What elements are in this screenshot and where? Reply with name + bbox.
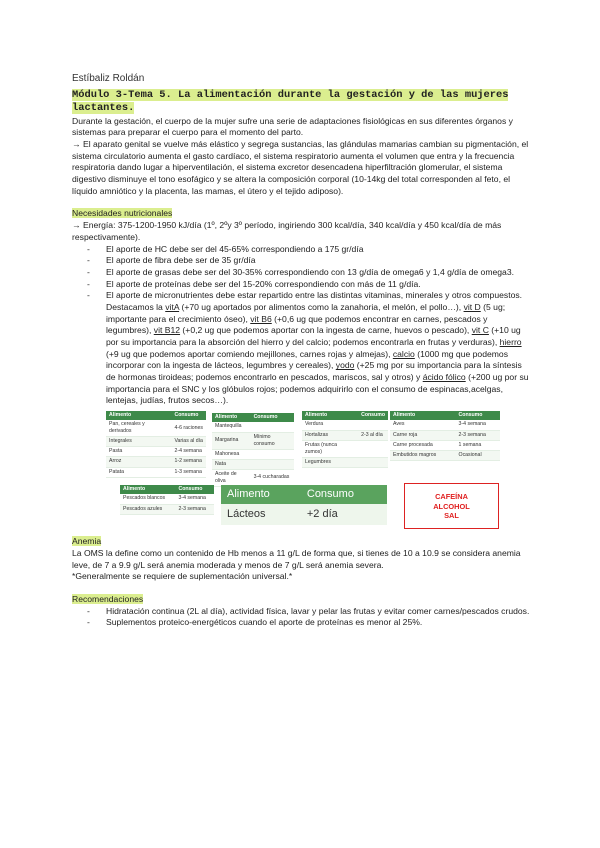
- anemia-paragraph: La OMS la define como un contenido de Hb menos a 11 g/L de forma que, si tienes de 10 a 10.9 se considera anemia leve, de 7 a 9.9 g/L será anemia moderada y menos de 7 g/L será anemia severa.: [72, 547, 521, 570]
- list-item: - Hidratación continua (2L al día), actividad física, lavar y pelar las frutas y evitar comer carnes/pescados crudos.: [87, 606, 532, 618]
- list-item: - El aporte de proteínas debe ser del 15-20% correspondiendo con más de 11 g/día.: [87, 279, 532, 291]
- warning-cafeina: CAFEÍNA: [435, 492, 468, 502]
- intro-paragraph-2: → El aparato genital se vuelve más elástico y segrega sustancias, las glándulas mamarias cambian su pigmentación, el sistema circulatorio aumenta el gasto cardíaco, el sistema respiratorio aumenta el volumen que entra y la frecuencia respiratoria dando lugar a hiperventilación, el sistema excretor desencadena hiperfiltración glomerular, el sistema digestivo disminuye el tono esofágico y se altera la composición corporal (10-14kg del total corresponden al feto, el líquido amniótico y la placenta, las mamas, el útero y el tejido adiposo).: [72, 139, 529, 196]
- table-grasas: Alimento Consumo Mantequilla Margarina Mínimo consumo Mahonesa Nata Aceite de oliva 3-4 cucharadas: [212, 413, 294, 487]
- list-item: - El aporte de HC debe ser del 45-65% correspondiendo a 175 gr/día: [87, 244, 532, 256]
- title-text: Módulo 3-Tema 5. La alimentación durante la gestación y de las mujeres lactantes.: [72, 88, 509, 115]
- anemia-note: *Generalmente se requiere de suplementación universal.*: [72, 571, 293, 582]
- recommendations-list: [87, 606, 532, 629]
- nutrient-list: [87, 244, 532, 408]
- table-carnes: Alimento Consumo Aves 3-4 semana Carne roja 2-3 semana Carne procesada 1 semana Embutidos magros Ocasional: [390, 411, 500, 461]
- section-heading-recomendaciones: Recomendaciones: [72, 593, 144, 604]
- list-item-micronutrients: - El aporte de micronutrientes debe estar repartido entre las distintas vitaminas, minerales y otros compuestos. Destacamos la vitA (+70 ug aportados por alimentos como la zanahoria, el melón, el pollo…), vit D (5 ug; importante para el crecimiento óseo), vit B6 (+0,6 ug que podemos encontrar en carnes, pescados y legumbres), vit B12 (+0,2 ug que podemos aportar con la ingesta de carne, huevos o pescado), vit C (+10 ug por su importancia para la absorción del hierro y del calcio; podemos encontrarla en frutas y verduras), hierro (+9 ug que podemos aportar comiendo mejillones, carnes rojas y almejas), calcio (1000 mg que podemos incorporar con la ingesta de lácteos, legumbres y cereales), yodo (+25 mg por su importancia para la síntesis de hormonas tiroideas; podemos encontrarlo en pescados, mariscos, sal y otros) y ácido fólico (+200 ug por su importancia para el SNC y los glóbulos rojos; podemos adquirirlo con el consumo de espinacas,acelgas, lentejas, judías, frutos secos…).: [87, 290, 532, 407]
- table-lacteos: Alimento Consumo Lácteos +2 día: [221, 485, 387, 525]
- list-item: - El aporte de fibra debe ser de 35 gr/día: [87, 255, 532, 267]
- section-heading-anemia: Anemia: [72, 536, 102, 547]
- warning-alcohol: ALCOHOL: [433, 501, 470, 511]
- document-page: [72, 72, 532, 629]
- food-tables: [72, 411, 532, 531]
- document-title: [72, 89, 532, 116]
- section-heading-necesidades: Necesidades nutricionales: [72, 208, 173, 219]
- warning-box: [404, 483, 499, 529]
- warning-sal: SAL: [444, 510, 459, 520]
- intro-paragraph-1: Durante la gestación, el cuerpo de la mujer sufre una serie de adaptaciones fisiológicas en sus diferentes órganos y sistemas para preparar el cuerpo para el momento del parto.: [72, 115, 513, 138]
- table-cereales: Alimento Consumo Pan, cereales y derivados 4-6 raciones Integrales Varias al día Pasta 2-4 semana Arroz 1-2 semana Patata 1-3 semana: [106, 411, 206, 477]
- table-pescados: Alimento Consumo Pescados blancos 3-4 semana Pescados azules 2-3 semana: [120, 485, 214, 515]
- energia-paragraph: → Energía: 375-1200-1950 kJ/día (1º, 2ºy 3º período, ingiriendo 300 kcal/día, 340 kcal/día y 450 kcal/día de más respectivamente).: [72, 220, 502, 242]
- table-verduras: Alimento Consumo Verdura Hortalizas 2-3 al día Frutas (nunca zumos) Legumbres: [302, 411, 388, 468]
- author-name: Estíbaliz Roldán: [72, 73, 145, 84]
- list-item: - Suplementos proteico-energéticos cuando el aporte de proteínas es menor al 25%.: [87, 617, 532, 629]
- list-item: - El aporte de grasas debe ser del 30-35% correspondiendo con 13 g/día de omega6 y 1,4 g/día de omega3.: [87, 267, 532, 279]
